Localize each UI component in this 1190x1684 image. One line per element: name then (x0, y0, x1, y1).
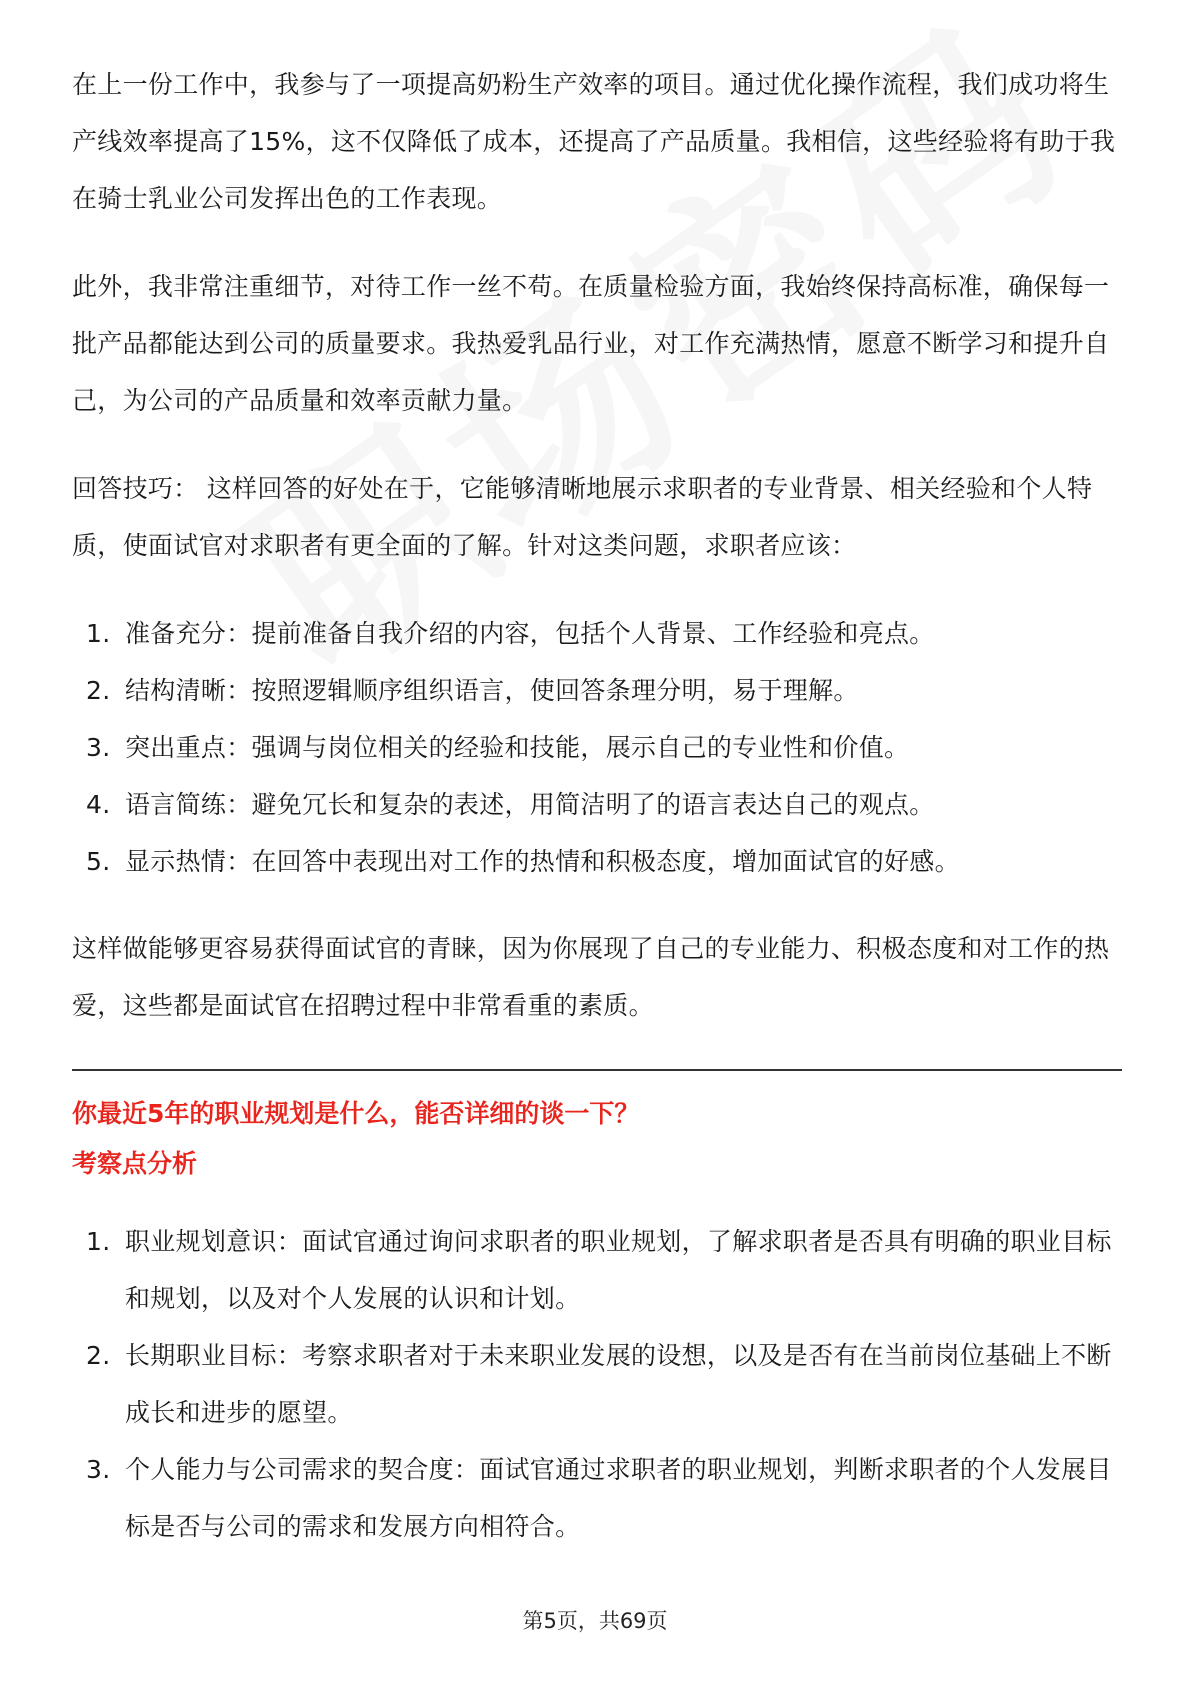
analysis-list (72, 1213, 1122, 1555)
page-content (72, 56, 1122, 1585)
paragraph-answer-tips: 回答技巧： 这样回答的好处在于，它能够清晰地展示求职者的专业背景、相关经验和个人特质，使面试官对求职者有更全面的了解。针对这类问题，求职者应该： (72, 474, 1093, 560)
list-item-text: 结构清晰：按照逻辑顺序组织语言，使回答条理分明，易于理解。 (125, 676, 859, 705)
list-item (72, 776, 1122, 833)
list-item-text: 个人能力与公司需求的契合度：面试官通过求职者的职业规划，判断求职者的个人发展目标是否与公司的需求和发展方向相符合。 (125, 1455, 1112, 1541)
list-item (72, 605, 1122, 662)
list-item-text: 语言简练：避免冗长和复杂的表述，用简洁明了的语言表达自己的观点。 (125, 790, 935, 819)
list-item-text: 显示热情：在回答中表现出对工作的热情和积极态度，增加面试官的好感。 (125, 847, 960, 876)
paragraph-experience: 在上一份工作中，我参与了一项提高奶粉生产效率的项目。通过优化操作流程，我们成功将生产线效率提高了15%，这不仅降低了成本，还提高了产品质量。我相信，这些经验将有助于我在骑士乳业公司发挥出色的工作表现。 (72, 70, 1116, 213)
list-item (72, 833, 1122, 890)
analysis-heading: 考察点分析 (72, 1149, 198, 1178)
list-item-number: 1. (86, 619, 111, 648)
list-item-number: 3. (86, 733, 111, 762)
question-heading: 你最近5年的职业规划是什么，能否详细的谈一下？ (72, 1099, 640, 1128)
list-item (72, 1213, 1122, 1327)
list-item (72, 719, 1122, 776)
list-item-number: 3. (86, 1455, 111, 1484)
list-item-number: 2. (86, 1341, 111, 1370)
list-item-number: 4. (86, 790, 111, 819)
section-divider (72, 1069, 1122, 1071)
list-item-text: 职业规划意识：面试官通过询问求职者的职业规划，了解求职者是否具有明确的职业目标和规划，以及对个人发展的认识和计划。 (125, 1227, 1112, 1313)
paragraph-detail: 此外，我非常注重细节，对待工作一丝不苟。在质量检验方面，我始终保持高标准，确保每一批产品都能达到公司的质量要求。我热爱乳品行业，对工作充满热情，愿意不断学习和提升自己，为公司的产品质量和效率贡献力量。 (72, 272, 1110, 415)
page-footer: 第5页，共69页 (522, 1609, 668, 1633)
paragraph-closing: 这样做能够更容易获得面试官的青睐，因为你展现了自己的专业能力、积极态度和对工作的热爱，这些都是面试官在招聘过程中非常看重的素质。 (72, 934, 1110, 1020)
list-item (72, 662, 1122, 719)
list-item-text: 长期职业目标：考察求职者对于未来职业发展的设想，以及是否有在当前岗位基础上不断成长和进步的愿望。 (125, 1341, 1112, 1427)
list-item (72, 1327, 1122, 1441)
tips-list (72, 605, 1122, 890)
list-item-text: 突出重点：强调与岗位相关的经验和技能，展示自己的专业性和价值。 (125, 733, 910, 762)
list-item (72, 1441, 1122, 1555)
list-item-text: 准备充分：提前准备自我介绍的内容，包括个人背景、工作经验和亮点。 (125, 619, 935, 648)
list-item-number: 5. (86, 847, 111, 876)
list-item-number: 2. (86, 676, 111, 705)
list-item-number: 1. (86, 1227, 111, 1256)
